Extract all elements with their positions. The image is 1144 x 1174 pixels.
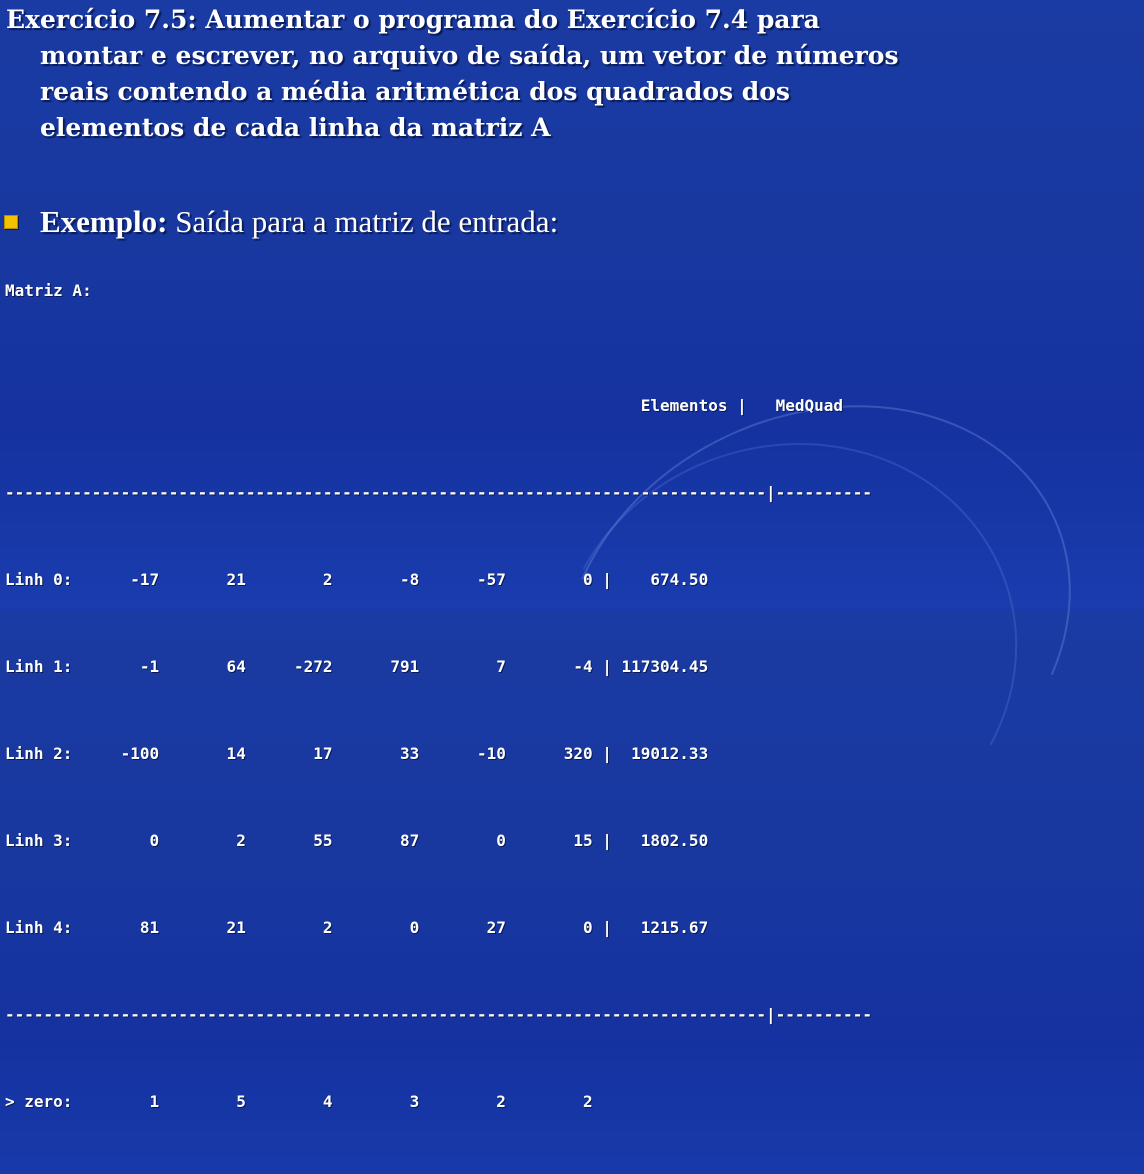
table-separator: -------------------------------------------------------------------------------|---------- xyxy=(5,1005,872,1024)
table-separator: -------------------------------------------------------------------------------|---------- xyxy=(5,483,872,502)
table-footer: > zero: 1 5 4 3 2 2 xyxy=(5,1092,593,1111)
bullet-label: Exemplo: xyxy=(40,204,168,239)
square-bullet-icon xyxy=(4,215,18,229)
slide-title: Exercício 7.5: Aumentar o programa do Exercício 7.4 para montar e escrever, no arquivo de saída, um vetor de números reais contendo a média aritmética dos quadrados dos elementos de cada linha da matriz A xyxy=(6,5,899,142)
table-row: Linh 1: -1 64 -272 791 7 -4 | 117304.45 xyxy=(5,657,709,676)
bullet-text xyxy=(40,202,558,242)
output-table xyxy=(5,333,872,1174)
table-row: Linh 2: -100 14 17 33 -10 320 | 19012.33 xyxy=(5,744,709,763)
table-header: Elementos | MedQuad xyxy=(5,396,844,415)
bullet-body: Saída para a matriz de entrada: xyxy=(167,204,559,239)
table-row: Linh 0: -17 21 2 -8 -57 0 | 674.50 xyxy=(5,570,709,589)
table-row: Linh 3: 0 2 55 87 0 15 | 1802.50 xyxy=(5,831,709,850)
bullet-item xyxy=(4,202,558,242)
matrix-label: Matriz A: xyxy=(5,281,92,300)
table-row: Linh 4: 81 21 2 0 27 0 | 1215.67 xyxy=(5,918,709,937)
